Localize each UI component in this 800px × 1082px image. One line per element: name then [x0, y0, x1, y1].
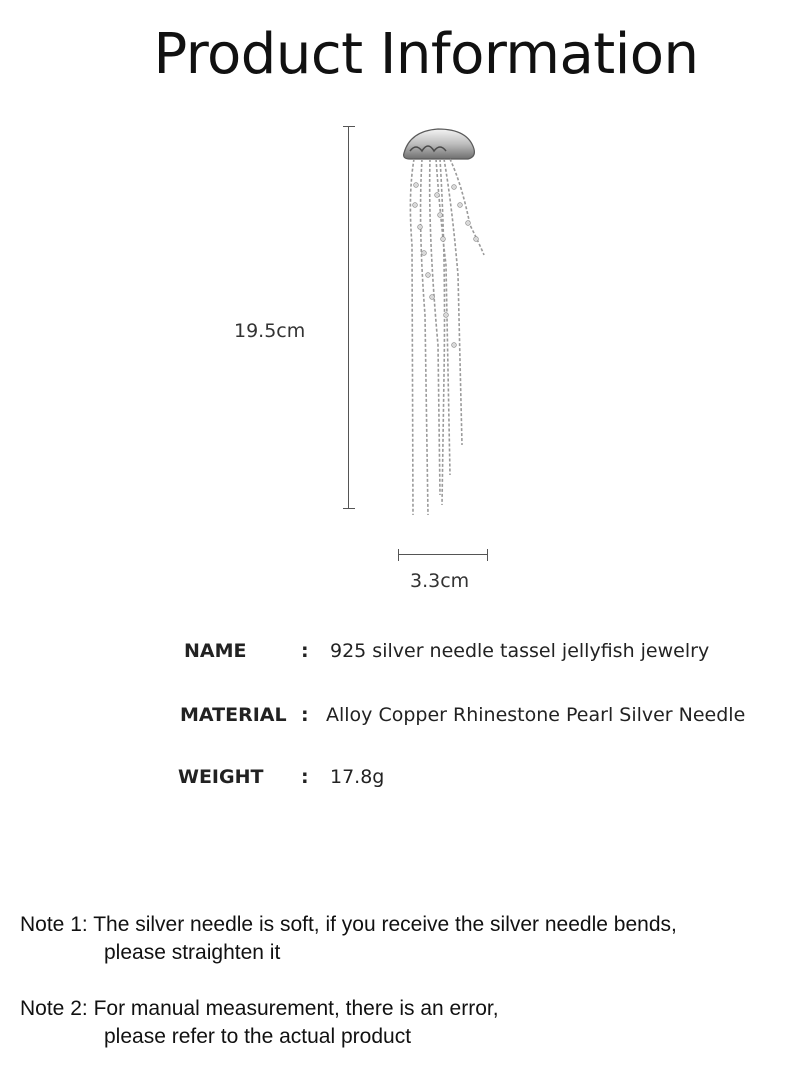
spec-value: 925 silver needle tassel jellyfish jewelry — [330, 640, 710, 662]
height-dimension-cap-top — [343, 126, 355, 127]
earring-product-image — [380, 115, 510, 525]
note-text-continued: please straighten it — [104, 941, 281, 964]
note-label: Note 2: — [20, 997, 88, 1020]
spec-colon: : — [301, 766, 309, 788]
spec-key: NAME — [184, 640, 247, 662]
spec-colon: : — [301, 704, 309, 726]
spec-value: 17.8g — [330, 766, 385, 788]
height-dimension-label: 19.5cm — [234, 320, 306, 342]
width-dimension-line — [398, 549, 488, 561]
spec-key: WEIGHT — [178, 766, 264, 788]
width-dimension-cap-left — [398, 549, 399, 561]
note-2 — [20, 995, 499, 1051]
page-title: Product Information — [153, 22, 699, 87]
note-label: Note 1: — [20, 913, 88, 936]
spec-row-material — [0, 704, 800, 734]
height-dimension-line — [343, 126, 355, 509]
note-text: For manual measurement, there is an error, — [93, 997, 499, 1020]
spec-value: Alloy Copper Rhinestone Pearl Silver Needle — [326, 704, 746, 726]
note-1 — [20, 911, 677, 967]
spec-key: MATERIAL — [180, 704, 287, 726]
height-dimension-bar — [348, 126, 349, 509]
width-dimension-bar — [398, 554, 488, 555]
width-dimension-cap-right — [487, 549, 488, 561]
note-text: The silver needle is soft, if you receive the silver needle bends, — [93, 913, 677, 936]
height-dimension-cap-bottom — [343, 508, 355, 509]
spec-row-weight — [0, 766, 800, 796]
note-text-continued: please refer to the actual product — [104, 1025, 412, 1048]
spec-colon: : — [301, 640, 309, 662]
width-dimension-label: 3.3cm — [410, 570, 470, 592]
spec-row-name — [0, 640, 800, 670]
